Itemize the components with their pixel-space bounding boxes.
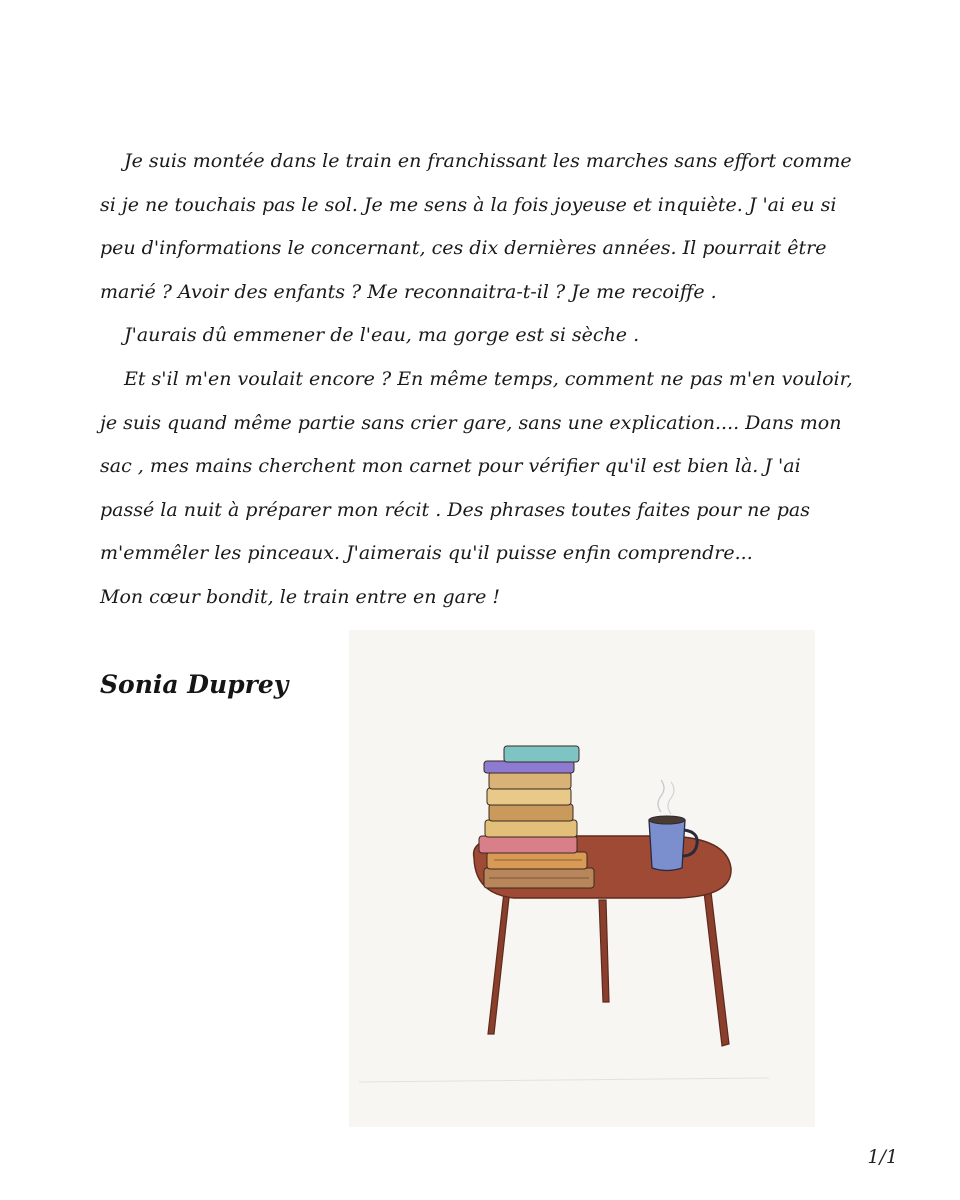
text-line: J'aurais dû emmener de l'eau, ma gorge est si sèche . [124,324,640,347]
book [479,836,577,853]
book [484,761,574,773]
text-line: si je ne touchais pas le sol. Je me sens à la fois joyeuse et inquiète. J 'ai eu si [100,193,837,216]
book [487,852,587,869]
table-leg [488,892,509,1034]
text-line: peu d'informations le concernant, ces dix dernières années. Il pourrait être [100,237,827,260]
text-line: passé la nuit à préparer mon récit . Des phrases toutes faites pour ne pas [100,498,810,521]
paper-mark [359,1078,769,1082]
text-line: Mon cœur bondit, le train entre en gare ! [100,585,501,608]
mug-coffee [649,816,685,824]
book [487,788,571,805]
paragraph-1 [100,140,870,314]
paragraph-2 [100,314,870,358]
book [489,772,571,789]
illustration [349,630,815,1127]
page-number: 1/1 [867,1146,898,1168]
text-line: je suis quand même partie sans crier gare, sans une explication.... Dans mon [100,411,842,434]
paragraph-3 [100,358,870,576]
table-legs [488,892,729,1046]
text-line: sac , mes mains cherchent mon carnet pour vérifier qu'il est bien là. J 'ai [100,455,801,478]
text-line: Je suis montée dans le train en franchissant les marches sans effort comme [124,150,852,172]
author-name: Sonia Duprey [100,670,289,699]
mug-body [649,820,685,871]
paragraph-4 [100,576,870,620]
table-leg [704,892,729,1046]
book-stack [479,746,594,888]
text-line: marié ? Avoir des enfants ? Me reconnaitra-t-il ? Je me recoiffe . [100,280,717,303]
book [504,746,579,762]
table-books-mug-drawing [349,630,815,1127]
body-text [100,140,870,620]
book [485,820,577,837]
steam [658,780,664,812]
book [489,804,573,821]
text-line: Et s'il m'en voulait encore ? En même temps, comment ne pas m'en vouloir, [124,367,853,390]
table-leg [599,900,609,1002]
steam [668,782,674,814]
text-line: m'emmêler les pinceaux. J'aimerais qu'il puisse enfin comprendre... [100,542,753,565]
